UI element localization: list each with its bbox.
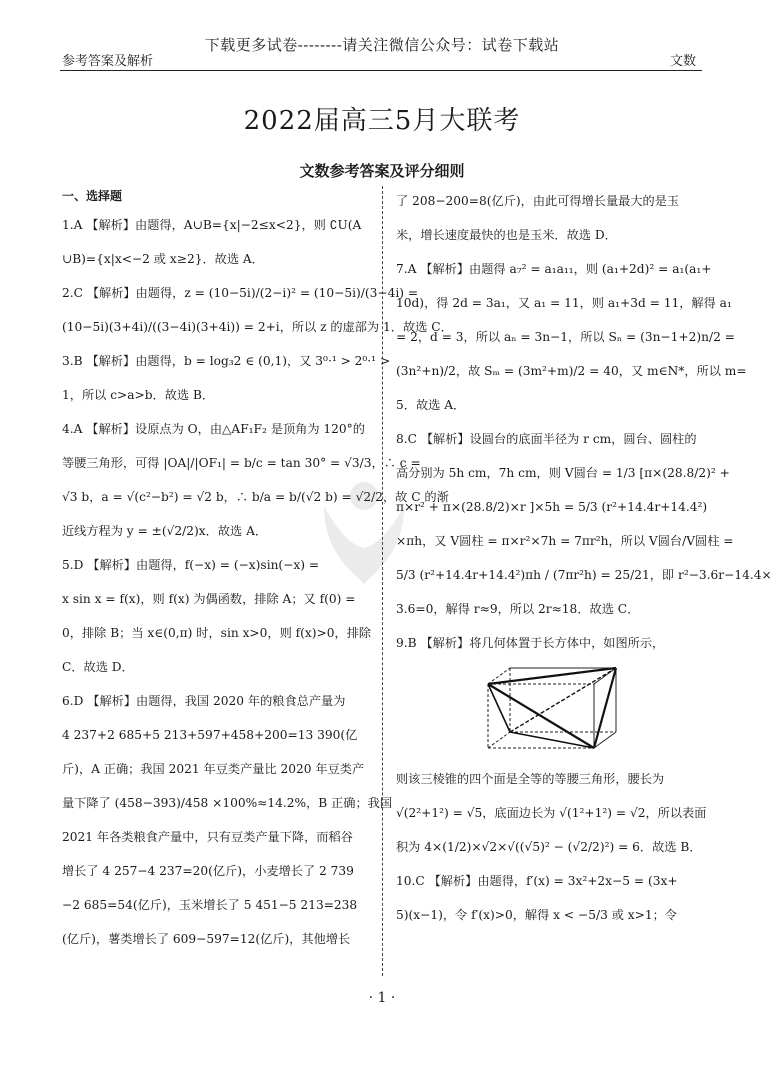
text-line: 5/3 (r²+14.4r+14.4²)πh / (7πr²h) = 25/21，即 r²−3.6r−14.4×: [396, 568, 772, 582]
text-line: 2.C 【解析】由题得，z = (10−5i)/(2−i)² = (10−5i)/(3−4i) =: [62, 286, 419, 300]
text-line: 4.A 【解析】设原点为 O，由△AF₁F₂ 是顶角为 120°的: [62, 422, 365, 436]
text-line: 则该三棱锥的四个面是全等的等腰三角形，腰长为: [396, 772, 665, 786]
page-title: 2022届高三5月大联考: [243, 106, 521, 136]
top-banner: 下载更多试卷--------请关注微信公众号：试卷下载站: [204, 36, 560, 54]
text-line: 5.D 【解析】由题得，f(−x) = (−x)sin(−x) =: [62, 558, 320, 572]
text-line: 近线方程为 y = ±(√2/2)x．故选 A．: [62, 524, 268, 538]
text-line: C．故选 D．: [62, 660, 134, 674]
header-rule: [60, 70, 702, 71]
page-subtitle: 文数参考答案及评分细则: [299, 162, 465, 180]
text-line: 5．故选 A．: [396, 398, 466, 412]
text-line: √3 b，a = √(c²−b²) = √2 b，∴ b/a = b/(√2 b) = √2/2，故 C 的渐: [62, 490, 449, 504]
text-line: 10d)，得 2d = 3a₁，又 a₁ = 11，则 a₁+3d = 11，解得 a₁: [396, 296, 732, 310]
text-line: 高分别为 5h cm，7h cm，则 V圆台 = 1/3 [π×(28.8/2)² +: [396, 466, 730, 480]
text-line: (3n²+n)/2，故 Sₘ = (3m²+m)/2 = 40，又 m∈N*，所以 m=: [396, 364, 747, 378]
text-line: ×πh，又 V圆柱 = π×r²×7h = 7πr²h，所以 V圆台/V圆柱 =: [396, 534, 734, 548]
text-line: 1，所以 c>a>b．故选 B．: [62, 388, 215, 402]
page-number: · 1 ·: [368, 990, 396, 1006]
text-line: 9.B 【解析】将几何体置于长方体中，如图所示，: [396, 636, 665, 650]
text-line: (10−5i)(3+4i)/((3−4i)(3+4i)) = 2+i，所以 z 的虚部为 1．故选 C．: [62, 320, 453, 334]
text-line: 3.B 【解析】由题得，b = log₃2 ∈ (0,1)，又 3⁰·¹ > 2⁰·¹ >: [62, 354, 391, 368]
text-line: 2021 年各类粮食产量中，只有豆类产量下降，而稻谷: [62, 830, 353, 844]
header-right-label: 文数: [669, 54, 696, 69]
watermark-logo-icon: [318, 466, 410, 586]
text-line: π×r² + π×(28.8/2)×r ]×5h = 5/3 (r²+14.4r+14.4²): [396, 500, 708, 514]
text-line: 8.C 【解析】设圆台的底面半径为 r cm，圆台、圆柱的: [396, 432, 697, 446]
text-line: x sin x = f(x)，则 f(x) 为偶函数，排除 A；又 f(0) =: [62, 592, 356, 606]
text-line: 4 237+2 685+5 213+597+458+200=13 390(亿: [62, 728, 358, 742]
text-line: 增长了 4 257−4 237=20(亿斤)，小麦增长了 2 739: [62, 864, 354, 878]
section-heading: 一、选择题: [62, 189, 123, 203]
text-line: = 2，d = 3，所以 aₙ = 3n−1，所以 Sₙ = (3n−1+2)n/2 =: [396, 330, 735, 344]
geometry-figure: [396, 662, 706, 762]
text-line: 0，排除 B；当 x∈(0,π) 时，sin x>0，则 f(x)>0，排除: [62, 626, 372, 640]
header-left-label: 参考答案及解析: [62, 54, 154, 69]
right-column-lines-top: [396, 184, 772, 660]
text-line: ∪B)={x|x<−2 或 x≥2}．故选 A．: [62, 252, 264, 266]
text-line: 斤)，A 正确；我国 2021 年豆类产量比 2020 年豆类产: [62, 762, 365, 776]
right-column: [396, 184, 772, 932]
text-line: 3.6=0，解得 r≈9，所以 2r≈18．故选 C．: [396, 602, 640, 616]
text-line: 积为 4×(1/2)×√2×√((√5)² − (√2/2)²) = 6．故选 B．: [396, 840, 702, 854]
text-line: 米，增长速度最快的也是玉米．故选 D．: [396, 228, 617, 242]
text-line: 量下降了 (458−393)/458 ×100%≈14.2%，B 正确；我国: [62, 796, 393, 810]
tetrahedron-in-box-figure: [476, 664, 626, 760]
text-line: 7.A 【解析】由题得 a₇² = a₁a₁₁，则 (a₁+2d)² = a₁(a₁+: [396, 262, 712, 276]
text-line: 了 208−200=8(亿斤)，由此可得增长量最大的是玉: [396, 194, 680, 208]
text-line: 1.A 【解析】由题得，A∪B={x|−2≤x<2}，则 ∁U(A: [62, 218, 362, 232]
right-column-lines-bottom: [396, 762, 706, 932]
text-line: 10.C 【解析】由题得，f′(x) = 3x²+2x−5 = (3x+: [396, 874, 678, 888]
text-line: −2 685=54(亿斤)，玉米增长了 5 451−5 213=238: [62, 898, 358, 912]
text-line: (亿斤)，薯类增长了 609−597=12(亿斤)，其他增长: [62, 932, 351, 946]
text-line: 等腰三角形，可得 |OA|/|OF₁| = b/c = tan 30° = √3/3，∴ c =: [62, 456, 421, 470]
text-line: 6.D 【解析】由题得，我国 2020 年的粮食总产量为: [62, 694, 346, 708]
text-line: 5)(x−1)，令 f′(x)>0，解得 x < −5/3 或 x>1；令: [396, 908, 677, 922]
text-line: √(2²+1²) = √5，底面边长为 √(1²+1²) = √2，所以表面: [396, 806, 707, 820]
